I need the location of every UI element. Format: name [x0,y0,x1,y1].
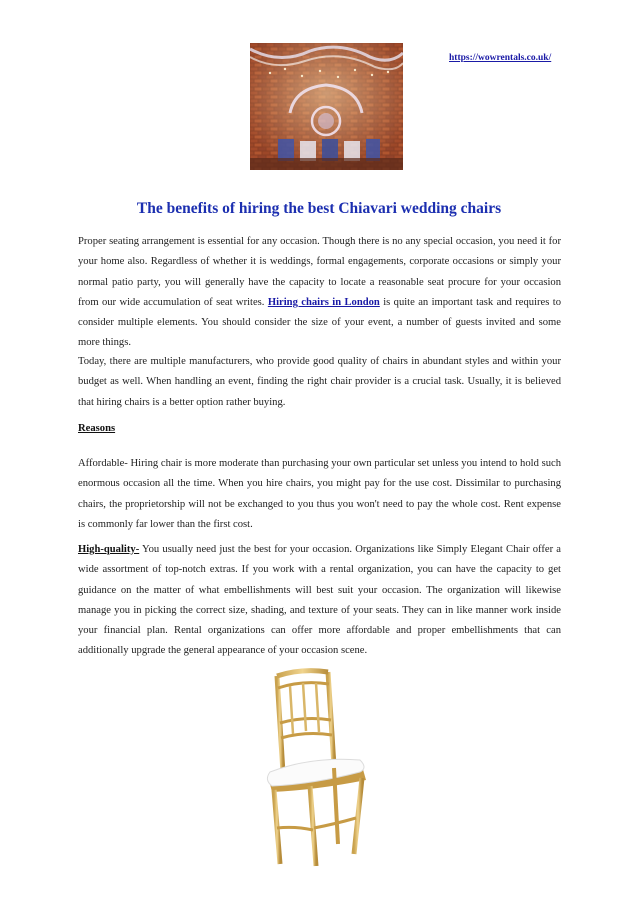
intro-paragraph [78,232,561,354]
quality-paragraph [78,540,561,662]
venue-photo [250,43,403,170]
gold-chair-illustration [250,668,390,868]
intro-text: Proper seating arrangement is essential for any occasion. Though there is no any special occasion, you need it for your home also. Regardless of whether it is weddings, formal engagements, corporate occasions or simply your normal patio party, you will generally have the capacity to locate a reasonable seat procure for your occasion from our wide accumulation of seat writes. [78,236,561,308]
manufacturers-paragraph: Today, there are multiple manufacturers, who provide good quality of chairs in abundant styles and within your budget as well. When handling an event, finding the right chair provider is a crucial task. Usually, it is believed that hiring chairs is a better option rather buying. [78,356,561,408]
reasons-heading: Reasons [78,423,116,434]
affordable-paragraph: Affordable- Hiring chair is more moderate than purchasing your own particular set unless you intend to hold such enormous occasion all the time. When you hire chairs, you might pay for the use cost. Dissimilar to purchasing chairs, the proprietorship will not be exchanged to you thus you won't need to pay the whole cost. Rent expense is commonly far lower than the first cost. [78,458,561,530]
page-title: The benefits of hiring the best Chiavari wedding chairs [136,200,502,217]
website-link[interactable]: https://wowrentals.co.uk/ [449,53,552,63]
brick-wall-decor-image [250,43,403,170]
chiavari-chair-image [250,668,390,868]
intro-text-continued: is quite an important task and requires to consider multiple elements. You should consider the size of your event, a number of guests invited and some more things. [78,296,561,349]
quality-text: You usually need just the best for your occasion. Organizations like Simply Elegant Chair offer a wide assortment of top-notch extras. If you work with a rental organization, you can have the capacity to get guidance on the matter of what embellishments will best suit your occasion. The organization will likewise manage you in picking the correct size, shading, and texture of your seats. They can in like manner work inside your financial plan. Rental organizations can offer more affordable and proper embellishments that can additionally upgrade the general appearance of your occasion scene. [78,544,561,657]
quality-lead: High-quality- [78,544,140,555]
hiring-chairs-link[interactable]: Hiring chairs in London [267,296,380,308]
